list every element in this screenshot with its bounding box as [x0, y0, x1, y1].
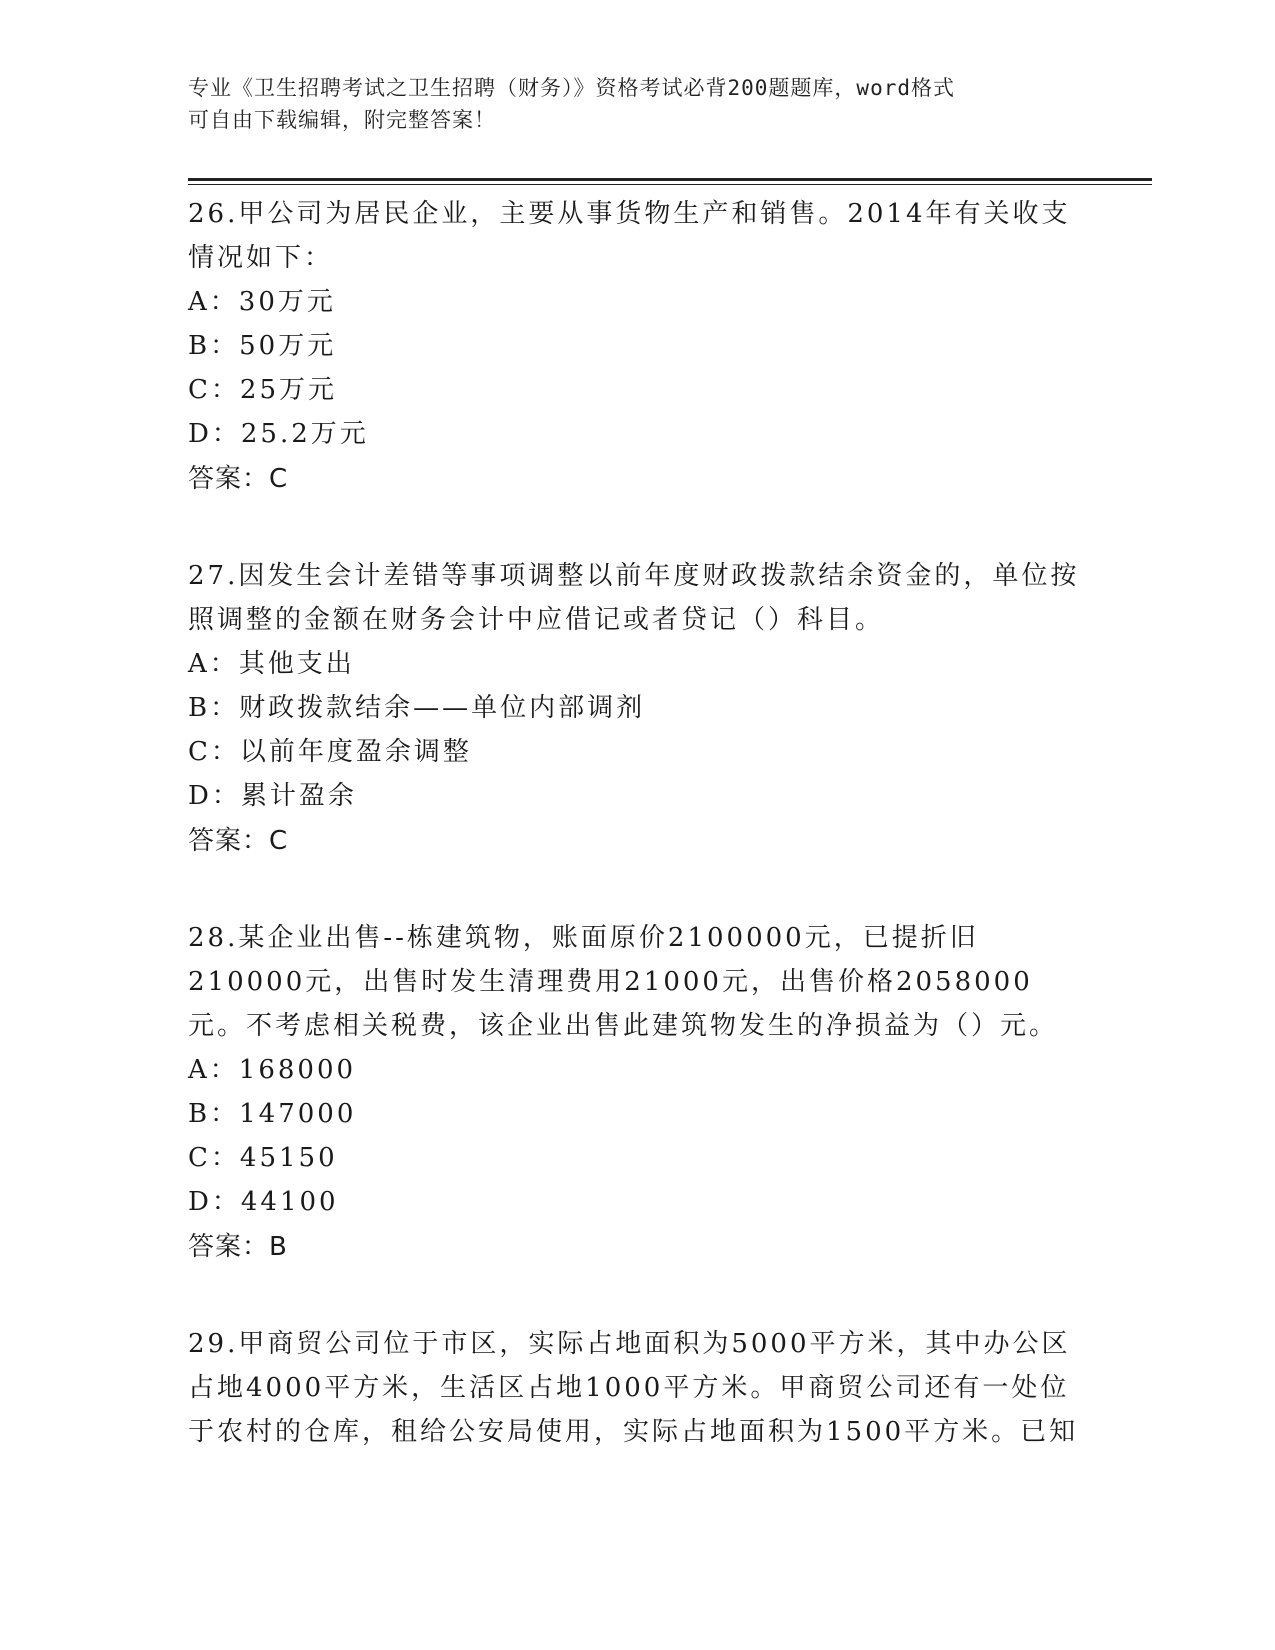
- question-text: 27.因发生会计差错等事项调整以前年度财政拨款结余资金的，单位按照调整的金额在财务会计中应借记或者贷记（）科目。: [188, 561, 1080, 635]
- option-label: B：: [188, 693, 240, 723]
- question-text: 26.甲公司为居民企业，主要从事货物生产和销售。2014年有关收支情况如下：: [188, 199, 1071, 273]
- option-b: [188, 686, 1088, 730]
- option-c: [188, 368, 1088, 412]
- option-d: [188, 1180, 1088, 1224]
- question-list: [188, 192, 1088, 1506]
- option-text: 50万元: [239, 331, 337, 361]
- option-label: D：: [188, 781, 241, 811]
- question-28: [188, 916, 1088, 1270]
- question-text: 28.某企业出售--栋建筑物，账面原价2100000元，已提折旧210000元，出售时发生清理费用21000元，出售价格2058000元。不考虑相关税费，该企业出售此建筑物发生的净损益为（）元。: [188, 923, 1059, 1041]
- header-divider: [188, 178, 1152, 181]
- option-text: 44100: [240, 1187, 339, 1217]
- option-a: [188, 642, 1088, 686]
- option-text: 累计盈余: [240, 781, 357, 811]
- option-text: 25万元: [239, 375, 337, 405]
- option-text: 25.2万元: [240, 419, 369, 449]
- option-text: 168000: [238, 1055, 357, 1085]
- option-label: D：: [188, 1187, 241, 1217]
- option-label: A：: [188, 649, 239, 679]
- option-a: [188, 1048, 1088, 1092]
- option-text: 45150: [239, 1143, 338, 1173]
- question-26: [188, 192, 1088, 502]
- option-b: [188, 1092, 1088, 1136]
- option-label: A：: [188, 287, 239, 317]
- answer: 答案：C: [188, 826, 289, 856]
- option-text: 30万元: [238, 287, 336, 317]
- option-c: [188, 1136, 1088, 1180]
- option-label: B：: [188, 331, 240, 361]
- option-label: A：: [188, 1055, 239, 1085]
- option-a: [188, 280, 1088, 324]
- option-label: C：: [188, 737, 240, 767]
- option-c: [188, 730, 1088, 774]
- question-text: 29.甲商贸公司位于市区，实际占地面积为5000平方米，其中办公区占地4000平方米，生活区占地1000平方米。甲商贸公司还有一处位于农村的仓库，租给公安局使用，实际占地面积为1500平方米。已知: [188, 1329, 1079, 1447]
- option-label: B：: [188, 1099, 240, 1129]
- option-b: [188, 324, 1088, 368]
- option-text: 以前年度盈余调整: [239, 737, 472, 767]
- option-d: [188, 412, 1088, 456]
- option-label: C：: [188, 375, 240, 405]
- option-label: C：: [188, 1143, 240, 1173]
- question-29: [188, 1322, 1088, 1454]
- header-divider-thin: [188, 184, 1152, 185]
- option-text: 147000: [239, 1099, 357, 1129]
- answer: 答案：B: [188, 1232, 288, 1262]
- option-text: 其他支出: [238, 649, 355, 679]
- option-d: [188, 774, 1088, 818]
- question-27: [188, 554, 1088, 864]
- option-text: 财政拨款结余——单位内部调剂: [239, 693, 646, 723]
- answer: 答案：C: [188, 464, 289, 494]
- document-header: [188, 72, 1088, 136]
- header-line-2: 可自由下载编辑，附完整答案！: [188, 108, 496, 132]
- header-line-1: 专业《卫生招聘考试之卫生招聘（财务）》资格考试必背200题题库，word格式: [188, 76, 955, 100]
- option-label: D：: [188, 419, 241, 449]
